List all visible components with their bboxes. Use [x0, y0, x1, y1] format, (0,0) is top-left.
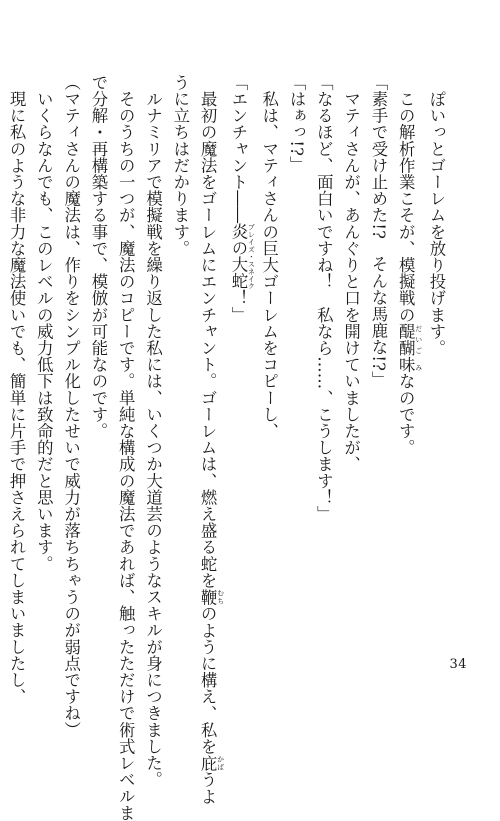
text-line: うに立ちはだかります。 — [170, 74, 190, 257]
text-line: （マティさんの魔法は、作りをシンプル化したせいで威力が落ちちゃうのが弱点ですね） — [61, 74, 81, 738]
text-line: ルナミリアで模擬戦を繰り返した私には、いくつか大道芸のようなスキルが身につきました。 — [143, 74, 163, 788]
text-line: 私は、マティさんの巨大ゴーレムをコピーし、 — [259, 74, 279, 440]
ruby-annotation: 鞭 むち — [198, 588, 225, 606]
text-line: そのうちの一つが、魔法のコピーです。単純な構成の魔法であれば、触ったただけで術式レベルま — [116, 74, 136, 821]
text-line: マティさんが、あんぐりと口を開けていましたが、 — [341, 74, 361, 473]
text-line: 現に私のような非力な魔法使いでも、簡単に片手で押さえられてしまいましたし、 — [7, 74, 27, 705]
ruby-annotation: 醍醐味 だいご み — [396, 323, 423, 373]
vertical-text-body — [0, 74, 450, 821]
text-line: 「なるほど、面白いですね！ 私なら……、こうします！」 — [314, 74, 334, 523]
text-line: この解析作業こそが、模擬戦の醍醐味 だいご みなのです。 — [396, 74, 423, 456]
ruby-annotation: 炎の大蛇 ブレイズ・スネイク — [228, 223, 256, 290]
text-line: 最初の魔法をゴーレムにエンチャント。ゴーレムは、燃え盛る蛇を鞭 むちのように構え、私を庇 かばうよ — [198, 74, 225, 805]
text-line: いくらなんでも、このレベルの威力低下は致命的だと思います。 — [34, 74, 54, 572]
text-line: ぽいっとゴーレムを放り投げます。 — [427, 74, 446, 357]
text-line: 「はぁっ!?」 — [287, 74, 307, 173]
text-line: で分解・再構築する事で、模倣が可能なのです。 — [88, 74, 108, 440]
ruby-annotation: 庇 かば — [198, 754, 225, 772]
text-line: 「エンチャント――炎の大蛇 ブレイズ・スネイク！」 — [228, 74, 256, 323]
text-line: 「素手で受け止めた!? そんな馬鹿な!?」 — [368, 74, 388, 388]
page-number: 34 — [449, 657, 467, 672]
